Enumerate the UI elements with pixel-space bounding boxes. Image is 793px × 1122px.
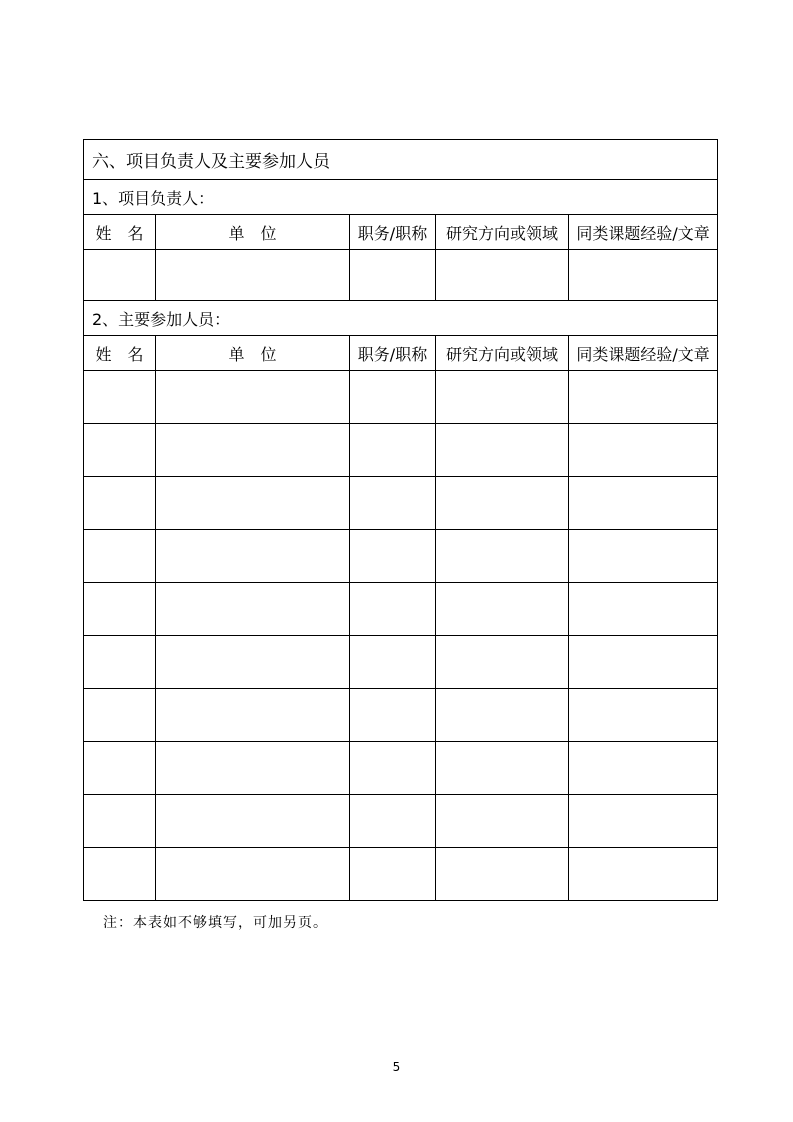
member-position-cell[interactable] [350, 636, 436, 689]
member-research-cell[interactable] [436, 848, 569, 901]
member-experience-cell[interactable] [569, 795, 718, 848]
member-name-cell[interactable] [84, 530, 156, 583]
member-unit-cell[interactable] [156, 848, 350, 901]
header-name: 姓 名 [84, 336, 156, 371]
section-title-row [84, 140, 718, 180]
header-experience: 同类课题经验/文章 [569, 336, 718, 371]
members-header-row [84, 336, 718, 371]
member-unit-cell[interactable] [156, 795, 350, 848]
member-experience-cell[interactable] [569, 848, 718, 901]
member-experience-cell[interactable] [569, 689, 718, 742]
member-unit-cell[interactable] [156, 477, 350, 530]
member-entry-row [84, 530, 718, 583]
member-name-cell[interactable] [84, 795, 156, 848]
personnel-table [83, 139, 718, 901]
member-position-cell[interactable] [350, 371, 436, 424]
member-entry-row [84, 371, 718, 424]
member-position-cell[interactable] [350, 742, 436, 795]
member-experience-cell[interactable] [569, 583, 718, 636]
member-entry-row [84, 424, 718, 477]
member-research-cell[interactable] [436, 795, 569, 848]
member-name-cell[interactable] [84, 424, 156, 477]
leader-unit-cell[interactable] [156, 250, 350, 301]
member-entry-row [84, 477, 718, 530]
member-entry-row [84, 636, 718, 689]
member-research-cell[interactable] [436, 636, 569, 689]
member-name-cell[interactable] [84, 371, 156, 424]
members-label-row [84, 301, 718, 336]
leader-name-cell[interactable] [84, 250, 156, 301]
member-name-cell[interactable] [84, 848, 156, 901]
member-unit-cell[interactable] [156, 742, 350, 795]
header-position: 职务/职称 [350, 336, 436, 371]
header-unit: 单 位 [156, 215, 350, 250]
member-experience-cell[interactable] [569, 742, 718, 795]
member-research-cell[interactable] [436, 477, 569, 530]
member-research-cell[interactable] [436, 583, 569, 636]
member-unit-cell[interactable] [156, 583, 350, 636]
member-unit-cell[interactable] [156, 371, 350, 424]
member-position-cell[interactable] [350, 848, 436, 901]
member-research-cell[interactable] [436, 742, 569, 795]
member-experience-cell[interactable] [569, 636, 718, 689]
leader-position-cell[interactable] [350, 250, 436, 301]
member-position-cell[interactable] [350, 795, 436, 848]
member-name-cell[interactable] [84, 583, 156, 636]
header-experience: 同类课题经验/文章 [569, 215, 718, 250]
member-unit-cell[interactable] [156, 636, 350, 689]
section-title: 六、项目负责人及主要参加人员 [84, 140, 718, 180]
member-unit-cell[interactable] [156, 689, 350, 742]
member-position-cell[interactable] [350, 689, 436, 742]
member-entry-row [84, 583, 718, 636]
member-name-cell[interactable] [84, 477, 156, 530]
leader-label: 1、项目负责人： [84, 180, 718, 215]
header-name: 姓 名 [84, 215, 156, 250]
header-unit: 单 位 [156, 336, 350, 371]
member-research-cell[interactable] [436, 424, 569, 477]
member-research-cell[interactable] [436, 530, 569, 583]
leader-research-cell[interactable] [436, 250, 569, 301]
member-entry-row [84, 848, 718, 901]
header-research: 研究方向或领域 [436, 215, 569, 250]
member-unit-cell[interactable] [156, 530, 350, 583]
member-name-cell[interactable] [84, 636, 156, 689]
member-entry-row [84, 689, 718, 742]
member-entry-row [84, 742, 718, 795]
member-position-cell[interactable] [350, 530, 436, 583]
leader-entry-row [84, 250, 718, 301]
member-experience-cell[interactable] [569, 424, 718, 477]
leader-header-row [84, 215, 718, 250]
member-name-cell[interactable] [84, 742, 156, 795]
member-entry-row [84, 795, 718, 848]
header-position: 职务/职称 [350, 215, 436, 250]
members-label: 2、主要参加人员： [84, 301, 718, 336]
member-research-cell[interactable] [436, 689, 569, 742]
member-position-cell[interactable] [350, 477, 436, 530]
leader-label-row [84, 180, 718, 215]
member-name-cell[interactable] [84, 689, 156, 742]
member-position-cell[interactable] [350, 583, 436, 636]
member-research-cell[interactable] [436, 371, 569, 424]
member-unit-cell[interactable] [156, 424, 350, 477]
member-experience-cell[interactable] [569, 371, 718, 424]
footnote: 注：本表如不够填写，可加另页。 [103, 915, 328, 931]
member-experience-cell[interactable] [569, 530, 718, 583]
header-research: 研究方向或领域 [436, 336, 569, 371]
member-position-cell[interactable] [350, 424, 436, 477]
page-number: 5 [392, 1060, 401, 1074]
member-experience-cell[interactable] [569, 477, 718, 530]
leader-experience-cell[interactable] [569, 250, 718, 301]
